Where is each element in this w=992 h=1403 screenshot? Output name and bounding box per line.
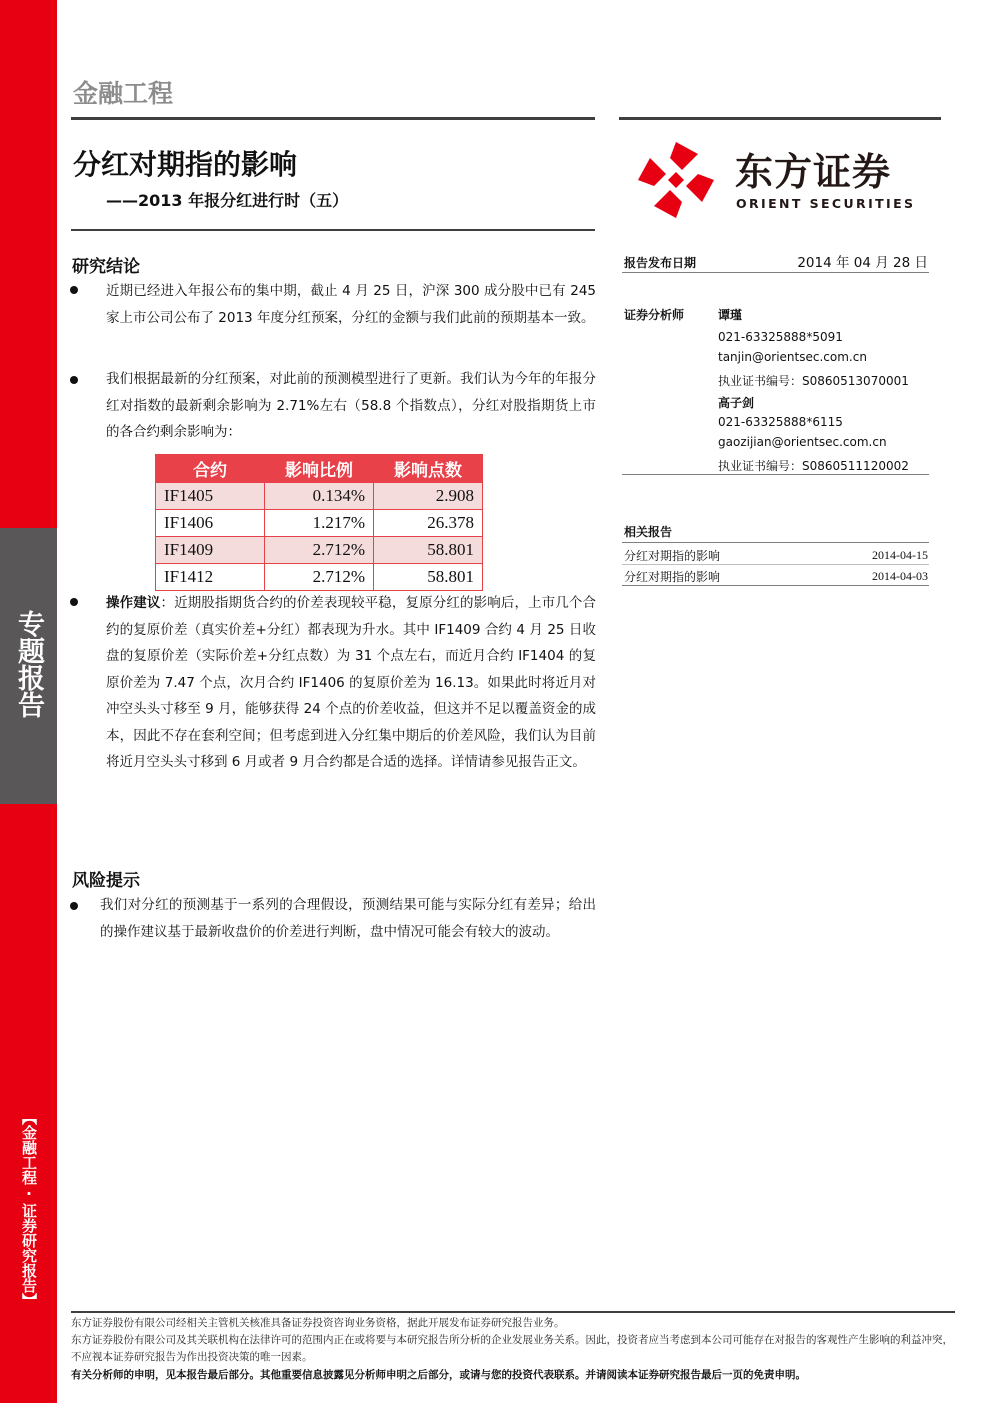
info-divider xyxy=(622,272,929,273)
footer-rule xyxy=(71,1311,955,1313)
publish-date-label: 报告发布日期 xyxy=(624,256,697,270)
publish-date-value: 2014 年 04 月 28 日 xyxy=(797,255,928,271)
cell-ratio: 2.712% xyxy=(265,537,374,564)
table-row xyxy=(156,537,483,564)
sidebar-series: 【金融工程·证券研究报告】 xyxy=(20,1110,38,1308)
related-heading: 相关报告 xyxy=(624,525,673,539)
related-report-date: 2014-04-03 xyxy=(872,569,928,583)
section-heading-conclusion: 研究结论 xyxy=(72,257,140,277)
page-subtitle: ——2013 年报分红进行时（五） xyxy=(106,191,349,210)
analyst-email[interactable]: tanjin@orientsec.com.cn xyxy=(718,350,867,364)
analyst-name: 高子剑 xyxy=(718,396,755,410)
header-rule xyxy=(71,117,595,120)
operation-advice-text: ：近期股指期货合约的价差表现较平稳，复原分红的影响后，上市几个合约的复原价差（真实价差+分红）都表现为升水。其中 IF1409 合约 4 月 25 日收盘的复原价差（实际价差+分红点数）为 31 个点左右，而近月合约 IF1404 的复原价差为 7.47 个点，次月合约 IF1406 的复原价差为 16.13。如果此时将近月对冲空头头寸移至 9 月，能够获得 24 个点的价差收益，但这并不足以覆盖资金的成本，因此不存在套利空间；但考虑到进入分红集中期后的价差风险，我们认为目前将近月空头头寸移到 6 月或者 9 月合约都是合适的选择。详情请参见报告正文。 xyxy=(106,595,597,770)
bullet-dot xyxy=(70,286,78,294)
analyst-cert: 执业证书编号：S0860513070001 xyxy=(718,374,909,388)
cell-ratio: 1.217% xyxy=(265,510,374,537)
cell-points: 58.801 xyxy=(374,564,483,591)
dividend-impact-table xyxy=(155,454,483,591)
brand-name-en: ORIENT SECURITIES xyxy=(736,196,916,211)
risk-bullet: 我们对分红的预测基于一系列的合理假设，预测结果可能与实际分红有差异；给出的操作建议基于最新收盘价的价差进行判断，盘中情况可能会有较大的波动。 xyxy=(100,897,596,940)
related-report-date: 2014-04-15 xyxy=(872,548,928,562)
cell-contract: IF1405 xyxy=(156,483,265,510)
orient-logo-icon xyxy=(636,140,716,220)
related-report-title[interactable]: 分红对期指的影响 xyxy=(624,549,721,563)
category-label: 金融工程 xyxy=(73,79,174,108)
conclusion-bullet-1: 近期已经进入年报公布的集中期，截止 4 月 25 日，沪深 300 成分股中已有 245 家上市公司公布了 2013 年度分红预案，分红的金额与我们此前的预期基本一致。 xyxy=(106,283,596,326)
cell-points: 2.908 xyxy=(374,483,483,510)
analyst-phone: 021-63325888*6115 xyxy=(718,415,843,429)
page-title: 分红对期指的影响 xyxy=(73,148,298,181)
brand-name-cn: 东方证券 xyxy=(735,150,892,194)
section-heading-risk: 风险提示 xyxy=(72,871,140,891)
analyst-phone: 021-63325888*5091 xyxy=(718,330,843,344)
related-report-title[interactable]: 分红对期指的影响 xyxy=(624,570,721,584)
cell-contract: IF1409 xyxy=(156,537,265,564)
footer-line-2: 东方证券股份有限公司及其关联机构在法律许可的范围内正在或将要与本研究报告所分析的企业发展业务关系。因此，投资者应当考虑到本公司可能存在对报告的客观性产生影响的利益冲突，不应视本证券研究报告为作出投资决策的唯一因素。 xyxy=(71,1334,953,1363)
sidebar-top-band xyxy=(0,0,57,528)
related-divider xyxy=(622,585,929,586)
sidebar-report-type: 专题报告 xyxy=(13,610,44,718)
cell-points: 26.378 xyxy=(374,510,483,537)
table-row xyxy=(156,564,483,591)
analyst-cert: 执业证书编号：S0860511120002 xyxy=(718,459,909,473)
cell-points: 58.801 xyxy=(374,537,483,564)
conclusion-bullet-3 xyxy=(106,590,596,776)
header-rule-right xyxy=(619,117,941,120)
analyst-name: 谭瑾 xyxy=(718,308,743,322)
table-row xyxy=(156,510,483,537)
table-header-row xyxy=(156,455,483,483)
col-header-contract: 合约 xyxy=(156,455,265,483)
bullet-dot xyxy=(70,902,78,910)
sidebar-bottom-band xyxy=(0,804,57,1403)
related-divider xyxy=(622,542,929,543)
cell-ratio: 0.134% xyxy=(265,483,374,510)
conclusion-bullet-2: 我们根据最新的分红预案，对此前的预测模型进行了更新。我们认为今年的年报分红对指数的最新剩余影响为 2.71%左右（58.8 个指数点），分红对股指期货上市的各合约剩余影响为： xyxy=(106,371,596,440)
cell-contract: IF1412 xyxy=(156,564,265,591)
col-header-points: 影响点数 xyxy=(374,455,483,483)
footer-line-1: 东方证券股份有限公司经相关主管机关核准具备证券投资咨询业务资格，据此开展发布证券研究报告业务。 xyxy=(71,1317,565,1329)
bullet-dot xyxy=(70,598,78,606)
related-divider xyxy=(622,564,929,565)
analyst-label: 证券分析师 xyxy=(624,308,685,322)
col-header-ratio: 影响比例 xyxy=(265,455,374,483)
info-divider xyxy=(622,474,929,475)
cell-contract: IF1406 xyxy=(156,510,265,537)
footer-line-3: 有关分析师的申明，见本报告最后部分。其他重要信息披露见分析师申明之后部分，或请与您的投资代表联系。并请阅读本证券研究报告最后一页的免责申明。 xyxy=(71,1369,806,1381)
table-row xyxy=(156,483,483,510)
bullet-dot xyxy=(70,376,78,384)
operation-advice-label: 操作建议 xyxy=(106,595,161,611)
cell-ratio: 2.712% xyxy=(265,564,374,591)
analyst-email[interactable]: gaozijian@orientsec.com.cn xyxy=(718,435,887,449)
title-rule xyxy=(71,229,595,231)
